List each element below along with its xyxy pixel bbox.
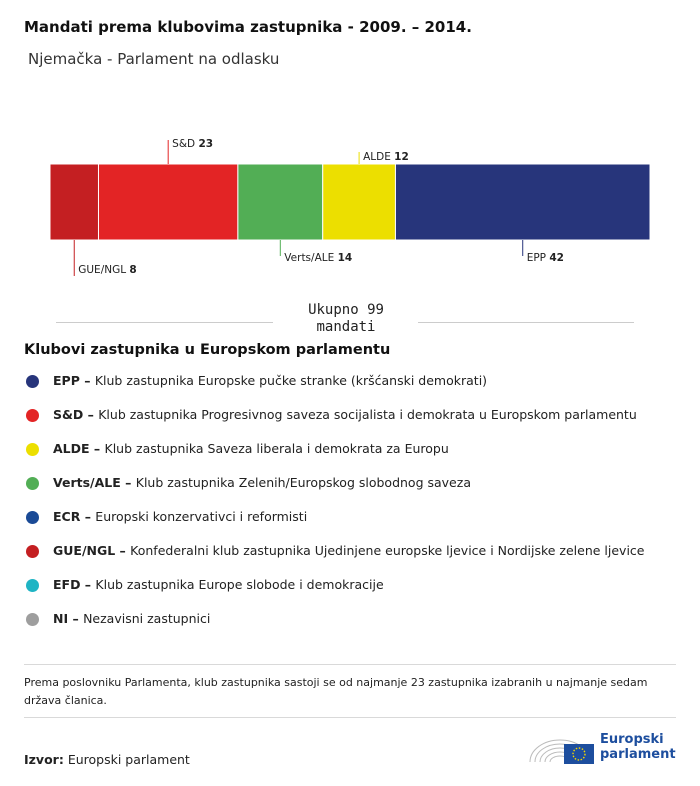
divider-bottom — [24, 717, 676, 718]
legend-description: Konfederalni klub zastupnika Ujedinjene europske ljevice i Nordijske zelene ljevice — [130, 543, 645, 558]
segment-label-verts-ale: Verts/ALE 14 — [284, 252, 353, 264]
legend-abbr: GUE/NGL – — [53, 543, 131, 558]
segment-label-epp: EPP 42 — [526, 252, 564, 264]
source — [24, 752, 190, 767]
legend-item — [24, 576, 684, 610]
legend-description: Klub zastupnika Europe slobode i demokracije — [95, 577, 384, 592]
legend-description: Klub zastupnika Europske pučke stranke (kršćanski demokrati) — [94, 373, 488, 388]
total-rule-right — [418, 322, 634, 323]
divider-top — [24, 664, 676, 665]
legend-item — [24, 474, 684, 508]
legend-text — [53, 508, 307, 525]
legend-text — [53, 406, 637, 423]
legend-dot-icon — [26, 613, 39, 626]
source-value: Europski parlament — [67, 752, 190, 767]
legend-description: Klub zastupnika Saveza liberala i demokrata za Europu — [104, 441, 449, 456]
hemicycle-flag-icon — [528, 728, 598, 768]
legend-text — [53, 474, 471, 491]
bar-segment-verts-ale — [238, 164, 323, 240]
total-seats — [56, 302, 634, 342]
chart-subtitle: Njemačka - Parlament na odlasku — [28, 50, 280, 68]
legend-item — [24, 542, 684, 576]
logo-line-1: Europski — [600, 732, 664, 747]
segment-label-alde: ALDE 12 — [363, 151, 409, 163]
legend-title: Klubovi zastupnika u Europskom parlamentu — [24, 342, 391, 358]
segment-label-s-d: S&D 23 — [172, 138, 214, 150]
legend-text — [53, 542, 645, 559]
total-line-2: mandati — [316, 319, 376, 335]
bar-segment-gue-ngl — [50, 164, 98, 240]
legend-item — [24, 440, 684, 474]
legend-abbr: NI – — [53, 611, 84, 626]
total-line-1: Ukupno 99 — [308, 302, 384, 318]
footnote: Prema poslovniku Parlamenta, klub zastupnika sastoji se od najmanje 23 zastupnika izabranih u najmanje sedam država članica. — [24, 676, 648, 707]
legend-description: Klub zastupnika Progresivnog saveza socijalista i demokrata u Europskom parlamentu — [98, 407, 637, 422]
legend-dot-icon — [26, 443, 39, 456]
logo-line-2: parlament — [600, 747, 676, 762]
legend-description: Nezavisni zastupnici — [83, 611, 211, 626]
source-label: Izvor: — [24, 752, 64, 767]
legend-text — [53, 610, 210, 627]
legend-dot-icon — [26, 409, 39, 422]
bar-segment-alde — [323, 164, 396, 240]
legend-item — [24, 406, 684, 440]
chart-title: Mandati prema klubovima zastupnika - 2009. – 2014. — [24, 18, 472, 36]
legend-abbr: EPP – — [53, 373, 95, 388]
legend-dot-icon — [26, 579, 39, 592]
legend-abbr: ECR – — [53, 509, 96, 524]
ep-logo — [528, 728, 678, 768]
legend-abbr: ALDE – — [53, 441, 105, 456]
legend — [24, 372, 684, 644]
legend-text — [53, 576, 384, 593]
legend-text — [53, 372, 487, 389]
legend-description: Europski konzervativci i reformisti — [95, 509, 308, 524]
legend-text — [53, 440, 449, 457]
legend-dot-icon — [26, 545, 39, 558]
legend-item — [24, 610, 684, 644]
total-rule-left — [56, 322, 273, 323]
legend-dot-icon — [26, 477, 39, 490]
legend-abbr: EFD – — [53, 577, 96, 592]
legend-abbr: Verts/ALE – — [53, 475, 136, 490]
legend-item — [24, 372, 684, 406]
segment-label-gue-ngl: GUE/NGL 8 — [78, 264, 137, 276]
bar-segment-epp — [395, 164, 650, 240]
legend-dot-icon — [26, 375, 39, 388]
legend-description: Klub zastupnika Zelenih/Europskog slobodnog saveza — [135, 475, 471, 490]
legend-item — [24, 508, 684, 542]
legend-abbr: S&D – — [53, 407, 99, 422]
logo-text — [600, 732, 676, 762]
bar-segment-s-d — [98, 164, 237, 240]
total-label — [281, 302, 411, 336]
stacked-bar-chart — [0, 130, 700, 290]
legend-dot-icon — [26, 511, 39, 524]
